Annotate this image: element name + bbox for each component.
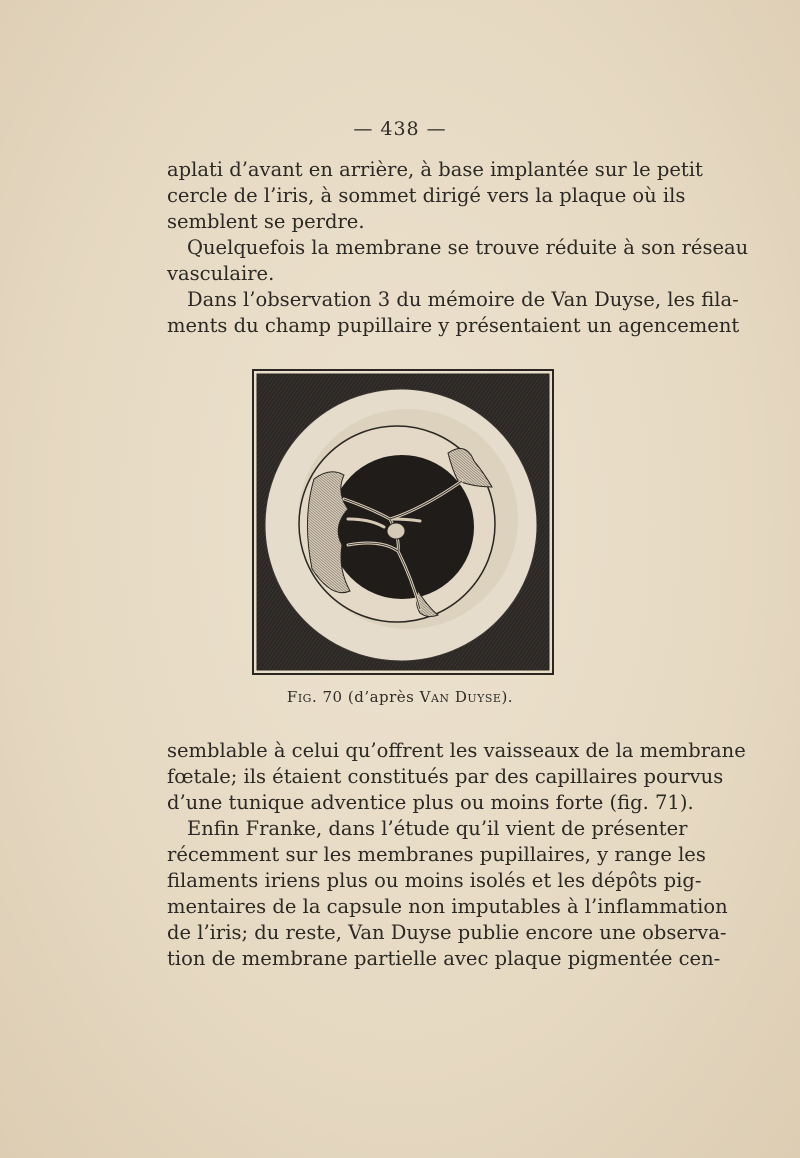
paragraph-semblable	[167, 738, 746, 816]
text-line: mentaires de la capsule non imputables à l’inflammation	[167, 895, 728, 918]
text-line: cercle de l’iris, à sommet dirigé vers la plaque où ils	[167, 184, 686, 207]
text-line: ments du champ pupillaire y présentaient un agencement	[167, 314, 740, 337]
text-line: de l’iris; du reste, Van Duyse publie encore une observa-	[167, 921, 727, 944]
caption-author: Van Duyse	[419, 688, 502, 706]
caption-middle: (d’après	[342, 688, 420, 706]
text-line: fœtale; ils étaient constitués par des capillaires pourvus	[167, 765, 724, 788]
top-paragraphs	[167, 157, 749, 339]
central-knot	[387, 523, 405, 539]
text-line: d’une tunique adventice plus ou moins forte (fig. 71).	[167, 791, 694, 814]
page-number: — 438 —	[353, 118, 447, 140]
text-line: aplati d’avant en arrière, à base implantée sur le petit	[167, 158, 703, 181]
caption-figure-number: Fig. 70	[286, 688, 343, 706]
text-line: récemment sur les membranes pupillaires, y range les	[167, 843, 706, 866]
text-line: Dans l’observation 3 du mémoire de Van Duyse, les fila-	[187, 288, 739, 311]
text-line: semblent se perdre.	[167, 210, 365, 233]
bottom-paragraphs	[167, 738, 746, 972]
text-line: filaments iriens plus ou moins isolés et les dépôts pig-	[167, 869, 702, 892]
text-line: vasculaire.	[167, 262, 275, 285]
paragraph-observation	[167, 287, 740, 339]
pupillary-membrane-engraving	[252, 369, 554, 675]
text-line: tion de membrane partielle avec plaque pigmentée cen-	[167, 947, 721, 970]
text-line: Quelquefois la membrane se trouve réduite à son réseau	[187, 236, 749, 259]
paragraph-continuation	[167, 157, 703, 235]
text-line: Enfin Franke, dans l’étude qu’il vient de présenter	[187, 817, 688, 840]
text-line: semblable à celui qu’offrent les vaisseaux de la membrane	[167, 739, 746, 762]
figure-70-illustration	[252, 369, 554, 675]
paragraph-quelquefois	[167, 235, 749, 287]
figure-caption	[0, 688, 800, 706]
caption-suffix: ).	[501, 688, 514, 706]
paragraph-franke	[167, 816, 728, 972]
